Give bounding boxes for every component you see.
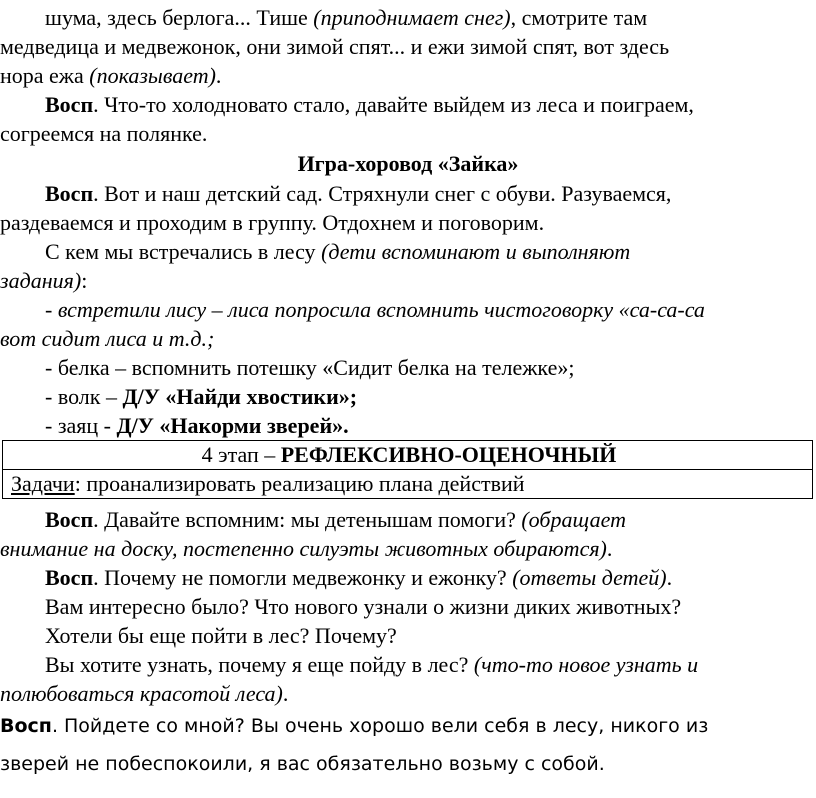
stage-name: РЕФЛЕКСИВНО-ОЦЕНОЧНЫЙ — [280, 442, 617, 467]
text-run: . Пойдете со мной? Вы очень хорошо вели себя в лесу, никого из — [51, 715, 709, 737]
paragraph-line — [0, 33, 669, 61]
list-item — [45, 383, 357, 411]
paragraph-line — [0, 535, 612, 563]
text-run: . — [606, 536, 613, 561]
text-run: . — [215, 63, 222, 88]
text-run: . — [282, 681, 289, 706]
text-run: Вам интересно было? Что нового узнали о жизни диких животных? — [45, 594, 682, 619]
paragraph-line — [45, 91, 694, 119]
paragraph-line — [45, 564, 672, 592]
stage-direction: (ответы детей) — [512, 565, 667, 590]
speaker-label: Восп — [45, 181, 94, 206]
text-run: зверей не побеспокоили, я вас обязательно возьму с собой. — [0, 753, 605, 775]
text-run: , смотрите там — [510, 5, 648, 30]
stage-direction: встретили лису – лиса попросила вспомнить чистоговорку «са-са-са — [57, 297, 705, 322]
speaker-label: Восп — [45, 92, 94, 117]
heading-text: Игра-хоровод «Зайка» — [297, 151, 519, 176]
text-run: раздеваемся и проходим в группу. Отдохнем и поговорим. — [0, 210, 545, 235]
paragraph-line — [0, 750, 605, 778]
paragraph-line — [0, 325, 214, 353]
text-run: . Что-то холодновато стало, давайте выйдем из леса и поиграем, — [93, 92, 694, 117]
text-run: . Почему не помогли медвежонку и ежонку? — [93, 565, 513, 590]
text-run: Вы хотите узнать, почему я еще пойду в лес? — [45, 652, 474, 677]
paragraph-line — [0, 120, 207, 148]
section-heading — [0, 150, 816, 178]
stage-direction: задания) — [0, 268, 82, 293]
tasks-label: Задачи — [11, 471, 75, 496]
text-run: : проанализировать реализацию плана действий — [74, 471, 525, 496]
paragraph-line — [45, 238, 630, 266]
text-run: - заяц - — [45, 413, 117, 438]
game-title: Д/У «Накорми зверей». — [116, 413, 349, 438]
text-run: 4 этап – — [201, 442, 281, 467]
text-run: шума, здесь берлога... Тише — [45, 5, 314, 30]
speaker-label: Восп — [0, 715, 52, 737]
list-item — [45, 412, 349, 440]
paragraph-line — [45, 4, 647, 32]
stage-direction: (обращает — [521, 507, 626, 532]
paragraph-line — [45, 180, 671, 208]
text-run: - белка – вспомнить потешку «Сидит белка на тележке»; — [45, 355, 575, 380]
stage-direction: (показывает) — [89, 63, 216, 88]
paragraph-line — [45, 593, 681, 621]
stage-direction: (дети вспоминают и выполняют — [321, 239, 631, 264]
text-run: . — [666, 565, 673, 590]
table-row-tasks — [2, 469, 813, 499]
text-run: . Давайте вспомним: мы детенышам помоги? — [93, 507, 522, 532]
stage-title — [1, 441, 816, 469]
text-run: - волк – — [45, 384, 123, 409]
stage-direction: полюбоваться красотой леса) — [0, 681, 283, 706]
game-title: Д/У «Найди хвостики»; — [122, 384, 358, 409]
text-run: : — [81, 268, 88, 293]
text-run: согреемся на полянке. — [0, 121, 208, 146]
paragraph-line — [0, 267, 87, 295]
list-item — [45, 296, 705, 324]
paragraph-line — [45, 506, 626, 534]
text-run: - — [45, 297, 58, 322]
speaker-label: Восп — [45, 565, 94, 590]
stage-direction: (что-то новое узнать и — [473, 652, 699, 677]
tasks-line — [11, 470, 525, 498]
paragraph-line — [0, 712, 708, 740]
paragraph-line — [45, 651, 698, 679]
stage-direction: вот сидит лиса и т.д.; — [0, 326, 215, 351]
paragraph-line — [0, 680, 288, 708]
text-run: нора ежа — [0, 63, 90, 88]
text-run: медведица и медвежонок, они зимой спят... и ежи зимой спят, вот здесь — [0, 34, 670, 59]
paragraph-line — [45, 622, 397, 650]
stage-direction: внимание на доску, постепенно силуэты животных обираются) — [0, 536, 607, 561]
text-run: . Вот и наш детский сад. Стряхнули снег с обуви. Разуваемся, — [93, 181, 672, 206]
paragraph-line — [0, 62, 221, 90]
text-run: Хотели бы еще пойти в лес? Почему? — [45, 623, 397, 648]
paragraph-line — [0, 209, 544, 237]
stage-direction: (приподнимает снег) — [313, 5, 511, 30]
list-item — [45, 354, 574, 382]
table-row-stage — [2, 440, 813, 470]
speaker-label: Восп — [45, 507, 94, 532]
text-run: С кем мы встречались в лесу — [45, 239, 322, 264]
